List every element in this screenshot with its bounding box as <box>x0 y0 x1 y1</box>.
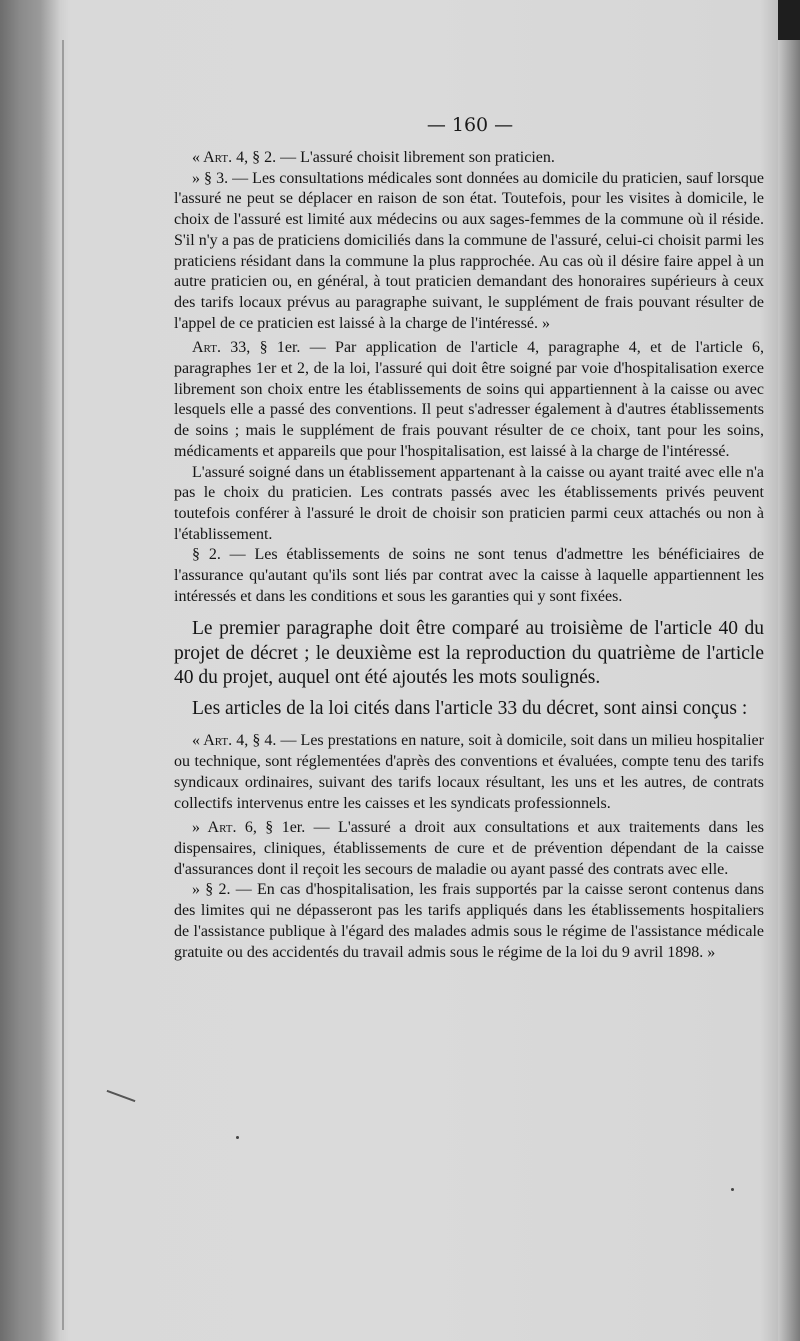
page-edge <box>778 0 800 1341</box>
law-article-6-paragraph-1 <box>174 818 764 880</box>
page-body <box>174 148 764 963</box>
article-33-paragraph-2 <box>174 545 764 607</box>
article-lead: « Art. <box>192 149 233 166</box>
stray-pen-mark <box>107 1090 136 1102</box>
paragraph-text: 6, § 1er. — L'assuré a droit aux consultations et aux traitements dans les dispensaires, cliniques, établissements de cure et de prévention dépendant de la caisse d'assurances dont il reçoit les secours de maladie ou ayant passé des contrats avec elle. <box>174 819 764 878</box>
commentary-paragraph: Les articles de la loi cités dans l'article 33 du décret, sont ainsi conçus : <box>192 697 748 719</box>
article-4-paragraph-3 <box>174 169 764 335</box>
speck <box>236 1136 239 1139</box>
article-lead: « Art. <box>192 732 233 750</box>
article-33-paragraph-1-continued <box>174 463 764 546</box>
article-lead: » Art. <box>192 819 237 837</box>
paragraph-text: § 2. — Les établissements de soins ne sont tenus d'admettre les bénéficiaires de l'assurance qu'autant qu'ils sont liés par contrat avec la caisse à laquelle appartiennent les intéressés et dans les conditions et sous les garanties qui y sont fixées. <box>174 546 764 605</box>
article-33-paragraph-1 <box>174 338 764 462</box>
page-number: — 160 — <box>426 114 514 136</box>
paragraph-text: » § 2. — En cas d'hospitalisation, les frais supportés par la caisse seront contenus dans des limites qui ne dépasseront pas les tarifs appliqués dans les établissements hospitaliers de l'assistance publique à l'égard des malades admis sous le régime de l'assistance médicale gratuite ou des accidentés du travail admis sous le régime de la loi du 9 avril 1898. » <box>174 881 764 961</box>
binding-gutter <box>62 40 64 1330</box>
commentary-paragraph: Le premier paragraphe doit être comparé au troisième de l'article 40 du projet de décret ; le deuxième est la reproduction du quatrième de l'article 40 du projet, auquel ont été ajoutés les mots soulignés. <box>174 618 764 689</box>
law-article-4-paragraph-4 <box>174 731 764 814</box>
paragraph-text: 4, § 4. — Les prestations en nature, soit à domicile, soit dans un milieu hospitalier ou technique, sont réglementées d'après des conventions et évaluées, compte tenu des tarifs syndicaux ordinaires, suivant des tarifs locaux résultant, les uns et les autres, de contrats collectifs intervenus entre les caisses et les syndicats professionnels. <box>174 732 764 812</box>
corner-shadow <box>778 0 800 40</box>
speck <box>731 1188 734 1191</box>
paragraph-text: » § 3. — Les consultations médicales sont données au domicile du praticien, sauf lorsque l'assuré ne peut se déplacer en raison de son état. Toutefois, pour les visites à domicile, le choix de l'assuré est limité aux médecins ou aux sages-femmes de la commune où il réside. S'il n'y a pas de praticiens domiciliés dans la commune de l'assuré, celui-ci choisit parmi les praticiens résidant dans la commune la plus rapprochée. Au cas où il désire faire appel à un autre praticien ou, en général, à tout praticien demandant des honoraires supérieurs à ceux des tarifs locaux prévus au paragraphe suivant, le supplément de frais pouvant résulter de l'appel de ce praticien est laissé à la charge de l'intéressé. » <box>174 169 764 332</box>
paragraph-text: L'assuré soigné dans un établissement appartenant à la caisse ou ayant traité avec elle n'a pas le choix du praticien. Les contrats passés avec les établissements privés peuvent toutefois conférer à l'assuré le droit de choisir son praticien parmi ceux attachés ou non à l'établissement. <box>174 463 764 543</box>
article-4-paragraph-2 <box>174 148 764 169</box>
law-article-6-paragraph-2 <box>174 880 764 963</box>
paragraph-text: 33, § 1er. — Par application de l'article 4, paragraphe 4, et de l'article 6, paragraphes 1er et 2, de la loi, l'assuré qui doit être soigné par voie d'hospitalisation exerce librement son choix entre les établissements de soins qui appartiennent à la caisse ou avec lesquels elle a passé des conventions. Il peut s'adresser également à d'autres établissements de soins ; mais le supplément de frais pouvant résulter de ce choix, tant pour les soins, médicaments et appareils que pour l'hospitalisation, est laissé à la charge de l'intéressé. <box>174 339 764 460</box>
article-lead: Art. <box>192 339 221 357</box>
paragraph-text: 4, § 2. — L'assuré choisit librement son praticien. <box>232 149 555 166</box>
